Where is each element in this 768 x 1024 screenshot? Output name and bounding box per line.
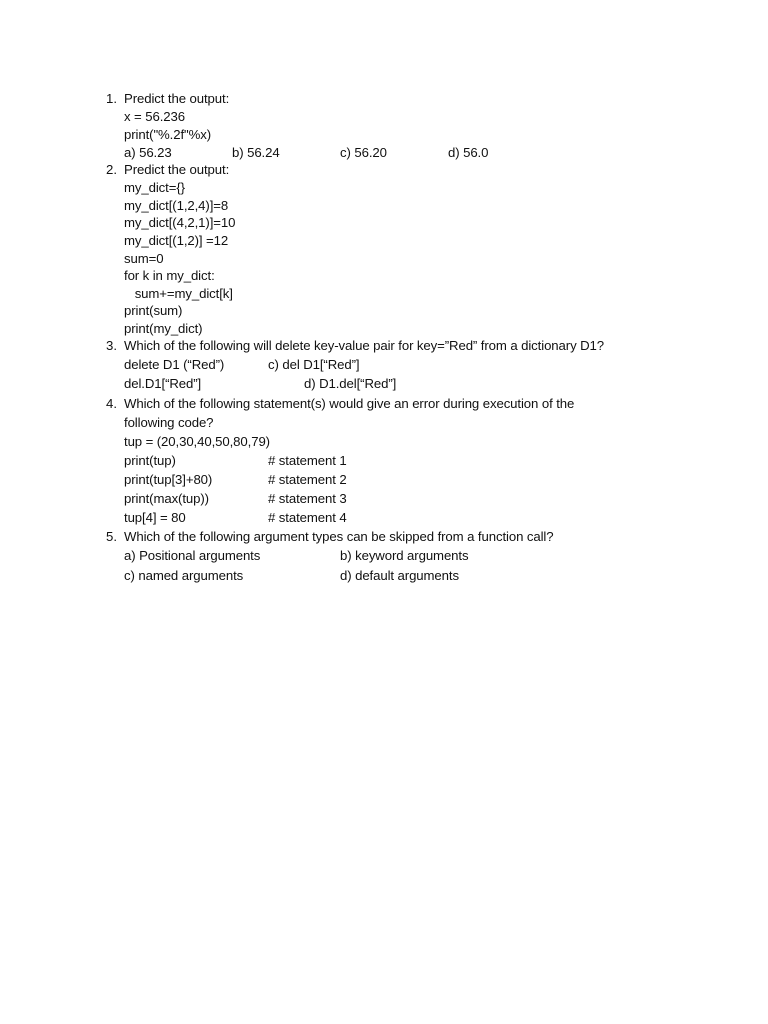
question-1-number: 1. xyxy=(106,91,117,106)
code-line: for k in my_dict: xyxy=(124,268,215,283)
option-d: d) D1.del[“Red”] xyxy=(304,376,397,391)
code-line: my_dict={} xyxy=(124,180,185,195)
code-line: print("%.2f"%x) xyxy=(124,127,212,142)
option-d: d) 56.0 xyxy=(448,145,489,160)
question-4-number: 4. xyxy=(106,396,117,411)
code-line: print(sum) xyxy=(124,303,183,318)
question-4-prompt-line-1: Which of the following statement(s) would give an error during execution of the xyxy=(124,396,575,411)
question-2-prompt: Predict the output: xyxy=(124,162,230,177)
option-c: c) 56.20 xyxy=(340,145,387,160)
option-d: d) default arguments xyxy=(340,568,459,583)
question-5-number: 5. xyxy=(106,529,117,544)
code-line: sum=0 xyxy=(124,251,164,266)
code-line: tup = (20,30,40,50,80,79) xyxy=(124,434,270,449)
document-content xyxy=(0,86,768,584)
option-c: c) named arguments xyxy=(124,568,244,583)
question-3-prompt: Which of the following will delete key-value pair for key=”Red” from a dictionary D1? xyxy=(124,338,605,353)
option-b: b) keyword arguments xyxy=(340,548,469,563)
option-b: b) 56.24 xyxy=(232,145,280,160)
question-1-prompt: Predict the output: xyxy=(124,91,230,106)
code-line: my_dict[(1,2,4)]=8 xyxy=(124,198,229,213)
option-c: c) del D1[“Red”] xyxy=(268,357,360,372)
code-comment: # statement 2 xyxy=(268,472,347,487)
question-2-number: 2. xyxy=(106,162,117,177)
question-3-number: 3. xyxy=(106,338,117,353)
code-comment: # statement 3 xyxy=(268,491,347,506)
code-line: print(tup[3]+80) xyxy=(124,472,213,487)
option-b: del.D1[“Red”] xyxy=(124,376,202,391)
code-line: my_dict[(4,2,1)]=10 xyxy=(124,215,236,230)
code-line: x = 56.236 xyxy=(124,109,185,124)
code-line: print(tup) xyxy=(124,453,176,468)
question-4-prompt-line-2: following code? xyxy=(124,415,214,430)
code-line: print(max(tup)) xyxy=(124,491,209,506)
code-comment: # statement 4 xyxy=(268,510,347,525)
code-line: sum+=my_dict[k] xyxy=(124,286,233,301)
question-5-prompt: Which of the following argument types can be skipped from a function call? xyxy=(124,529,554,544)
code-comment: # statement 1 xyxy=(268,453,347,468)
code-line: tup[4] = 80 xyxy=(124,510,186,525)
option-a: a) Positional arguments xyxy=(124,548,261,563)
code-line: print(my_dict) xyxy=(124,321,203,336)
code-line: my_dict[(1,2)] =12 xyxy=(124,233,229,248)
option-a: delete D1 (“Red”) xyxy=(124,357,225,372)
option-a: a) 56.23 xyxy=(124,145,172,160)
